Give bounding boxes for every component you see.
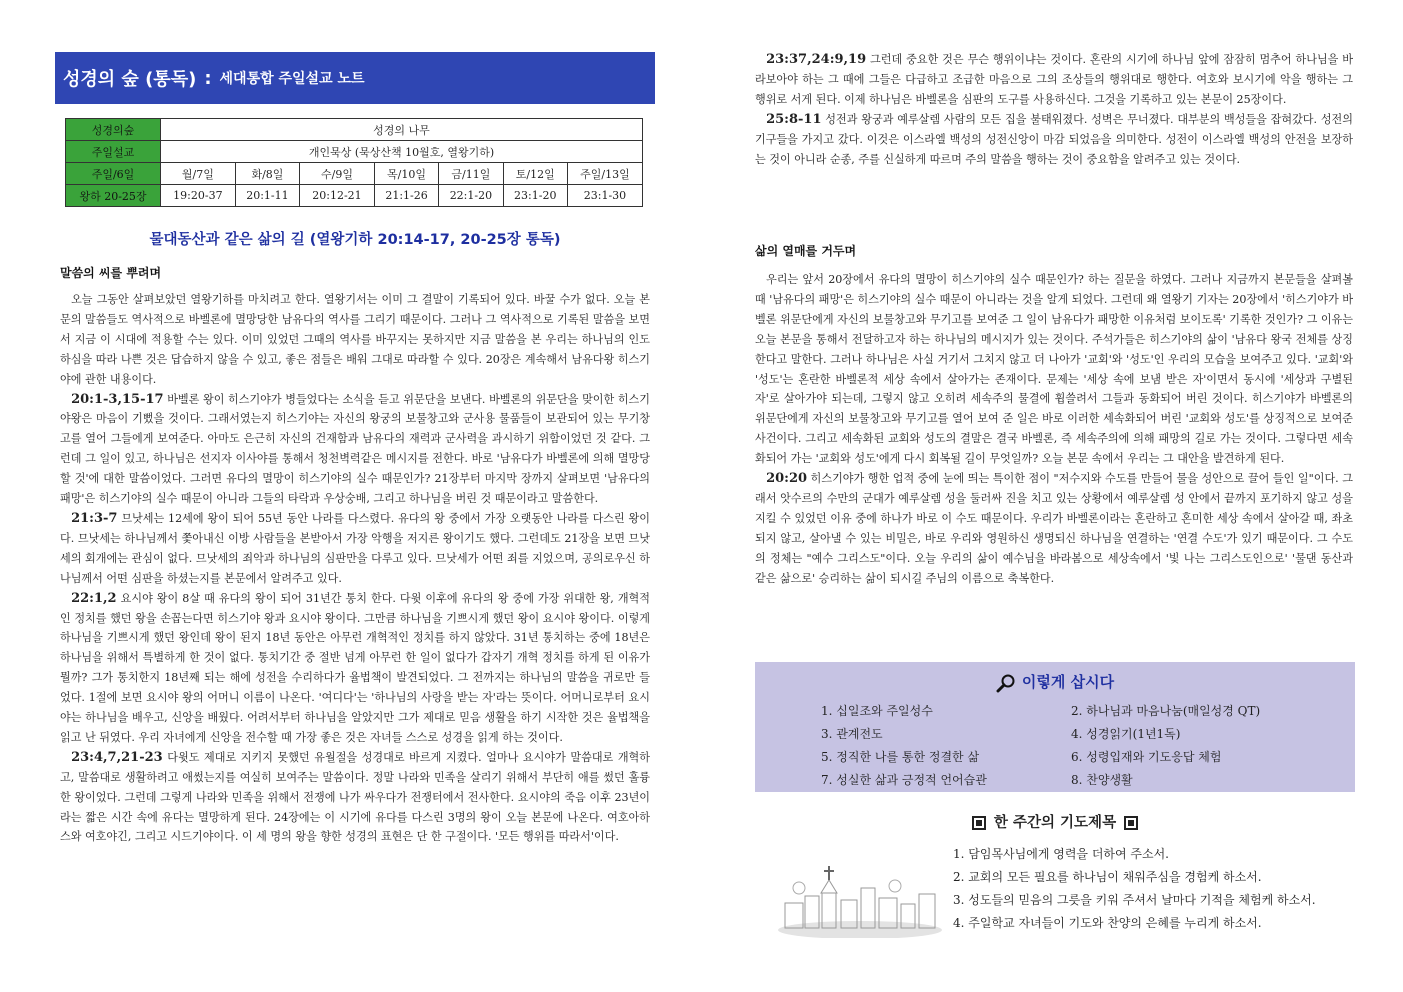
verse-reference: 22:1,2: [71, 590, 117, 606]
list-item: 5. 정직한 나를 통한 정결한 삶: [821, 750, 980, 764]
paragraph: [60, 509, 650, 589]
paragraph: [755, 469, 1353, 588]
header-title: 성경의 숲 (통독): [63, 69, 197, 90]
table-cell: 수/9일: [300, 163, 375, 185]
table-cell: 목/10일: [374, 163, 438, 185]
reading-schedule-table: [65, 118, 643, 207]
sermon-body-left: [60, 290, 650, 847]
live-this-way-box: [755, 662, 1355, 792]
table-cell: 화/8일: [235, 163, 299, 185]
square-bullet-icon: [972, 816, 986, 830]
list-item: 2. 하나님과 마음나눔(매일성경 QT): [1071, 704, 1261, 718]
table-cell: 21:1-26: [374, 185, 438, 207]
verse-reference: 21:3-7: [71, 510, 118, 526]
table-cell: 성경의 나무: [161, 119, 643, 141]
table-cell: 주일설교: [66, 141, 161, 163]
table-cell: 20:1-11: [235, 185, 299, 207]
list-item: 6. 성령입재와 기도응답 체험: [1071, 750, 1222, 764]
table-cell: 금/11일: [439, 163, 503, 185]
verse-reference: 25:8-11: [766, 111, 822, 127]
table-cell: 주일/6일: [66, 163, 161, 185]
paragraph: 오늘 그동안 살펴보았던 열왕기하를 마치려고 한다. 열왕기서는 이미 그 결말이 기록되어 있다. 바꿀 수가 없다. 오늘 본문의 말씀들도 역사적으로 바벨론에 멸망당한 남유다의 역사를 그리기 때문이다. 그러나 그 역사적으로 기록된 말씀을 보면서 지금 이 시대에 적용할 수는 있다. 이미 있었던 그때의 역사를 바꾸지는 못하지만 지금 말씀을 본 우리는 하나님의 인도하심을 따라 나쁜 것은 답습하지 않을 수 있고, 좋은 점들은 배워 그대로 따라할 수 있다. 20장은 계속해서 남유다왕 히스기야에 관한 내용이다.: [60, 293, 650, 386]
paragraph-text: 요시야 왕이 8살 때 유다의 왕이 되어 31년간 통치 한다. 다윗 이후에 유다의 왕 중에 가장 위대한 왕, 개혁적인 정치를 했던 왕을 손꼽는다면 히스기야 왕과 요시야 왕이다. 그만큼 하나님을 기쁘시게 했던 왕이 요시야 왕이다. 이렇게 하나님을 기쁘시게 했던 왕인데 왕이 된지 18년 동안은 아무런 개혁적인 정치를 하지 않았다. 31년 통치하는 중에 18년은 하나님을 위해서 특별하게 한 것이 없다. 통치기간 중 절반 넘게 아무런 한 일이 없다가 갑자기 개혁 정치를 하게 된 이유가 뭘까? 그가 통치한지 18년째 되는 해에 성전을 수리하다가 율법책이 발견되었다. 그 전까지는 하나님의 말씀을 귀로만 들었다. 1절에 보면 요시야 왕의 어머니 이름이 나온다. '여디다'는 '하나님의 사랑을 받는 자'라는 뜻이다. 어머니로부터 요시야는 하나님을 배우고, 신앙을 배웠다. 어려서부터 하나님을 알았지만 그가 제대로 믿음 생활을 하기 시작한 것은 율법책을 읽고 난 뒤였다. 우리 자녀에게 신앙을 전수할 때 가장 좋은 것은 자녀들 스스로 성경을 읽게 하는 것이다.: [60, 591, 650, 744]
live-box-title-text: 이렇게 삽시다: [1021, 673, 1115, 691]
section-heading-fruit: 삶의 열매를 거두며: [755, 244, 857, 258]
paragraph-text: 그런데 중요한 것은 무슨 행위이냐는 것이다. 혼란의 시기에 하나님 앞에 잠잠히 멈추어 하나님을 바라보아야 하는 그 때에 그들은 다급하고 조급한 마음으로 그의 조상들의 행위대로 행한다. 여호와 보시기에 악을 행하는 그 행위로 서게 된다. 이제 하나님은 바벨론을 심판의 도구를 사용하신다. 그것을 기록하고 있는 본문이 25장이다.: [755, 53, 1353, 106]
table-row: [66, 141, 643, 163]
table-row: [66, 185, 643, 207]
table-cell: 20:12-21: [300, 185, 375, 207]
list-item: 2. 교회의 모든 필요를 하나님이 채워주심을 경험케 하소서.: [953, 870, 1262, 884]
list-item: 4. 성경읽기(1년1독): [1071, 727, 1181, 741]
table-cell: 23:1-30: [567, 185, 642, 207]
sermon-body-right-top: [755, 50, 1353, 169]
table-cell: 19:20-37: [161, 185, 236, 207]
sermon-body-right-bottom: [755, 270, 1353, 589]
town-illustration: [775, 858, 945, 938]
verse-reference: 20:20: [766, 471, 808, 487]
paragraph: [60, 748, 650, 848]
header-subtitle: 세대통합 주일설교 노트: [219, 71, 365, 87]
header-separator: :: [204, 67, 212, 89]
paragraph-text: 히스기야가 행한 업적 중에 눈에 띄는 특이한 점이 "저수지와 수도를 만들어 물을 성안으로 끌어 들인 일"이다. 그래서 앗수르의 수만의 군대가 예루살렘 성을 둘러싸 진을 치고 있는 상황에서 예루살렘 성 안에서 끝까지 포기하지 않고 성을 지킬 수 있었던 이유 중에 하나가 바로 이 수도 때문이다. 우리가 바벨론이라는 혼란하고 혼미한 세상 속에서 살아갈 때, 좌초되지 않고, 살아낼 수 있는 비밀은, 바로 우리와 영원하신 생명되신 하나님을 연결하는 '연결 수도'가 있기 때문이다. 그 수도의 정체는 "예수 그리스도"이다. 오늘 우리의 삶이 예수님을 바라봄으로 세상속에서 '빛 나는 그리스도인으로' '물댄 동산과 같은 삶으로' 승리하는 삶이 되시길 주님의 이름으로 축복한다.: [755, 472, 1353, 585]
table-cell: 성경의숲: [66, 119, 161, 141]
table-row: [66, 163, 643, 185]
table-cell: 23:1-20: [503, 185, 567, 207]
list-item: 4. 주일학교 자녀들이 기도와 찬양의 은혜를 누리게 하소서.: [953, 916, 1262, 930]
table-cell: 개인묵상 (묵상산책 10월호, 열왕기하): [161, 141, 643, 163]
prayer-title-text: 한 주간의 기도제목: [993, 815, 1117, 831]
paragraph-text: 성전과 왕궁과 예루살렘 사람의 모든 집을 불태워졌다. 성벽은 무너졌다. 대부분의 백성들을 잡혀갔다. 성전의 기구들을 가지고 갔다. 이것은 이스라엘 백성의 성전신앙이 마감 되었음을 의미한다. 성전이 이스라엘 백성의 안전을 보장하는 것이 아니라 순종, 주를 신실하게 따르며 주의 말씀을 행하는 것이 중요함을 알려주고 있는 것이다.: [755, 112, 1353, 166]
header-banner: [55, 52, 655, 104]
section-heading-sowing: 말씀의 씨를 뿌려며: [60, 266, 162, 280]
list-item: 3. 관계전도: [821, 727, 883, 741]
paragraph: [60, 589, 650, 748]
verse-reference: 23:4,7,21-23: [71, 749, 163, 765]
square-bullet-icon: [1124, 816, 1138, 830]
verse-reference: 20:1-3,15-17: [71, 391, 164, 407]
table-cell: 주일/13일: [567, 163, 642, 185]
list-item: 7. 성실한 삶과 긍정적 언어습관: [821, 773, 987, 787]
paragraph: [60, 390, 650, 509]
list-item: 8. 찬양생활: [1071, 773, 1133, 787]
table-cell: 월/7일: [161, 163, 236, 185]
table-cell: 토/12일: [503, 163, 567, 185]
paragraph-text: 바벨론 왕이 히스기야가 병들었다는 소식을 듣고 위문단을 보낸다. 바벨론의 위문단을 맞이한 히스기야왕은 마음이 기뻤을 것이다. 그래서였는지 히스기야는 자신의 왕궁의 보물창고와 군사용 물품들이 보관되어 있는 무기창고를 열어 그들에게 보여준다. 아마도 은근히 자신의 건재함과 남유다의 재력과 군사력을 과시하기 위함이었던 것 같다. 그런데 그 일이 있고, 하나님은 선지자 이사야를 통해서 청천벽력같은 메시지를 전한다. 바로 '남유다가 바벨론에 의해 멸망당할 것'에 대한 말씀이었다. 그러면 유다의 멸망이 히스기야의 실수 때문인가? 21장부터 마지막 장까지 살펴보면 '남유다의 패망'은 히스기야의 실수 때문이 아니라 그들의 타락과 우상숭배, 그리고 하나님을 버린 것 때문이라고 말씀한다.: [60, 392, 650, 506]
paragraph: 우리는 앞서 20장에서 유다의 멸망이 히스기야의 실수 때문인가? 하는 질문을 하였다. 그러나 지금까지 본문들을 살펴볼 때 '남유다의 패망'은 히스기야의 실수 때문이 아니라는 것을 알게 되었다. 그런데 왜 열왕기 기자는 20장에서 '히스기야가 바벨론 위문단에게 자신의 보물창고와 무기고를 보여준 그 일이 남유다가 패망한 이유처럼 보이도록' 기록한 것인가? 그 이유는 오늘 본문을 통해서 전달하고자 하는 하나님의 메시지가 있는 것이다. 주석가들은 히스기야의 삶이 '남유다 왕국 전체를 상징한다고 말한다. 그러나 하나님은 사실 거기서 그치지 않고 더 나아가 '교회'와 '성도'인 우리의 모습을 보여주고 있다. '교회'와 '성도'는 혼란한 바벨론적 세상 속에서 살아가는 존재이다. 문제는 '세상 속에 보냄 받은 자'이면서 동시에 '세상과 구별된 자'로 살아가야 되는데, 그렇지 않고 오히려 세속주의 물결에 휩쓸려서 그들과 동화되어 버린 것이다. 히스기야가 바벨론의 위문단에게 자신의 보물창고와 무기고를 열어 보여 준 일은 바로 이러한 세속화되어 버린 '교회와 성도'를 상징적으로 보여준 사건이다. 그리고 세속화된 교회와 성도의 결말은 결국 바벨론, 즉 세속주의에 의해 패망의 길로 가는 것이다. 그렇다면 세속화되어 가는 '교회와 성도'에게 다시 회복될 길이 무엇일까? 오늘 본문 속에서 우리는 그 대안을 발견하게 된다.: [755, 273, 1354, 466]
list-item: 3. 성도들의 믿음의 그릇을 키워 주셔서 날마다 기적을 체험케 하소서.: [953, 893, 1316, 907]
table-cell: 왕하 20-25장: [66, 185, 161, 207]
magnifier-icon: [996, 673, 1016, 693]
paragraph: [755, 110, 1353, 170]
paragraph: [755, 50, 1353, 110]
prayer-title: [755, 811, 1355, 832]
live-box-title: [755, 671, 1355, 693]
list-item: 1. 십일조와 주일성수: [821, 704, 933, 718]
sermon-title: 물대동산과 같은 삶의 길 (열왕기하 20:14-17, 20-25장 통독): [149, 232, 561, 248]
paragraph-text: 므낫세는 12세에 왕이 되어 55년 동안 나라를 다스렸다. 유다의 왕 중에서 가장 오랫동안 나라를 다스린 왕이다. 므낫세는 하나님께서 쫓아내신 이방 사람들을 본받아서 가장 악행을 저지른 왕이기도 했다. 그런데도 21장을 보면 므낫세의 회개에는 관심이 없다. 므낫세의 죄악과 하나님의 심판만을 다루고 있다. 므낫세가 어떤 죄를 지었으며, 공의로우신 하나님께서 어떤 심판을 하셨는지를 본문에서 알려주고 있다.: [60, 511, 650, 585]
table-row: [66, 119, 643, 141]
list-item: 1. 담임목사님에게 영력을 더하여 주소서.: [953, 847, 1169, 861]
paragraph-text: 다윗도 제대로 지키지 못했던 유월절을 성경대로 바르게 지켰다. 얼마나 요시야가 말씀대로 개혁하고, 말씀대로 생활하려고 애썼는지를 여실히 보여주는 말씀이다. 정말 나라와 민족을 살리기 위해서 부단히 애를 썼던 훌륭한 왕이었다. 그런데 그렇게 나라와 민족을 위해서 전쟁에 나가 싸우다가 전쟁터에서 전사한다. 요시야의 죽음 이후 23년이라는 짧은 시간 속에 유다는 멸망하게 된다. 24장에는 이 시기에 유다를 다스린 3명의 왕이 오늘 본문에 나온다. 여호아하스와 여호야긴, 그리고 시드기야이다. 이 세 명의 왕을 향한 성경의 표현은 단 한 구절이다. '모든 행위를 따라서'이다.: [60, 750, 650, 844]
verse-reference: 23:37,24:9,19: [766, 52, 867, 67]
table-cell: 22:1-20: [439, 185, 503, 207]
